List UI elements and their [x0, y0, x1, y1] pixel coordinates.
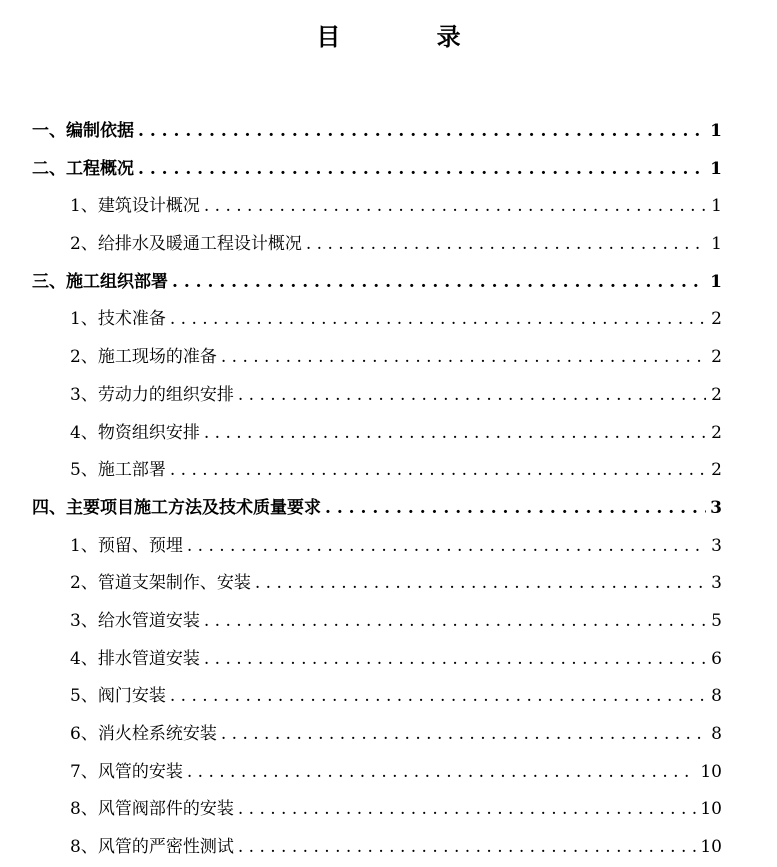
toc-page-number: 8 — [711, 724, 722, 744]
toc-entry[interactable] — [32, 415, 722, 453]
toc-entry[interactable] — [32, 188, 722, 226]
toc-entry-text: 四、主要项目施工方法及技术质量要求 — [32, 497, 321, 518]
toc-page-number: 2 — [711, 460, 722, 481]
toc-page-number: 6 — [711, 648, 722, 669]
toc-page-number: 3 — [711, 573, 722, 594]
toc-entry[interactable] — [32, 151, 722, 189]
toc-entry-text: 2、管道支架制作、安装 — [70, 573, 251, 594]
toc-entry-text: 8、风管的严密性测试 — [70, 837, 234, 858]
toc-page-number: 10 — [700, 761, 722, 782]
dot-leader — [187, 754, 697, 792]
toc-entry-text: 1、预留、预埋 — [70, 535, 183, 556]
toc-page-number: 1 — [710, 158, 722, 179]
toc-entry[interactable] — [32, 641, 722, 679]
toc-entry[interactable] — [32, 264, 722, 302]
dot-leader — [204, 603, 706, 641]
dot-leader — [238, 829, 697, 867]
toc-entry-text: 1、技术准备 — [70, 309, 166, 330]
toc-entry-text: 7、风管的安装 — [70, 761, 183, 782]
dot-leader — [325, 490, 706, 528]
toc-page-number: 1 — [711, 234, 722, 255]
toc-entry-text: 2、施工现场的准备 — [70, 347, 217, 368]
toc-entry[interactable] — [32, 226, 722, 264]
dot-leader — [221, 339, 706, 377]
page-title: 目 录 — [316, 22, 505, 51]
toc-entry[interactable] — [32, 754, 722, 792]
toc-entry-text: 三、施工组织部署 — [32, 271, 168, 292]
dot-leader — [221, 716, 706, 754]
toc-page-number: 10 — [700, 837, 722, 858]
toc-entry-text: 6、消火栓系统安装 — [70, 724, 217, 744]
toc-entry[interactable] — [32, 339, 722, 377]
toc-entry[interactable] — [32, 490, 722, 528]
toc-entry[interactable] — [32, 716, 722, 754]
toc-page-number: 3 — [710, 497, 722, 518]
toc-entry[interactable] — [32, 452, 722, 490]
toc-page-number: 2 — [711, 309, 722, 330]
dot-leader — [238, 377, 706, 415]
toc-entry-text: 1、建筑设计概况 — [70, 196, 200, 217]
toc-entry-text: 4、排水管道安装 — [70, 648, 200, 669]
toc-entry[interactable] — [32, 603, 722, 641]
toc-entry[interactable] — [32, 113, 722, 151]
toc-entry-text: 一、编制依据 — [32, 121, 134, 141]
toc-entry-text: 8、风管阀部件的安装 — [70, 799, 234, 820]
toc-entry[interactable] — [32, 829, 722, 867]
toc-entry-text: 5、阀门安装 — [70, 686, 166, 707]
dot-leader — [138, 151, 706, 189]
toc-entry-text: 3、劳动力的组织安排 — [70, 384, 234, 405]
toc-entry[interactable] — [32, 565, 722, 603]
dot-leader — [255, 565, 706, 603]
dot-leader — [170, 678, 706, 716]
dot-leader — [170, 301, 706, 339]
toc-entry-text: 2、给排水及暖通工程设计概况 — [70, 234, 302, 255]
dot-leader — [187, 528, 706, 566]
table-of-contents — [32, 113, 722, 867]
dot-leader — [170, 452, 706, 490]
toc-page-number: 1 — [710, 121, 722, 141]
toc-entry-text: 5、施工部署 — [70, 460, 166, 481]
dot-leader — [204, 415, 706, 453]
toc-entry[interactable] — [32, 301, 722, 339]
toc-page-number: 5 — [711, 610, 722, 631]
dot-leader — [138, 113, 706, 151]
toc-page-number: 1 — [711, 196, 722, 217]
toc-entry[interactable] — [32, 528, 722, 566]
dot-leader — [238, 791, 697, 829]
toc-entry-text: 4、物资组织安排 — [70, 422, 200, 443]
dot-leader — [204, 641, 706, 679]
toc-page-number: 10 — [700, 799, 722, 820]
dot-leader — [306, 226, 706, 264]
toc-page-number: 8 — [711, 686, 722, 707]
toc-entry[interactable] — [32, 678, 722, 716]
toc-entry[interactable] — [32, 791, 722, 829]
toc-page-number: 2 — [711, 347, 722, 368]
toc-page-number: 2 — [711, 422, 722, 443]
toc-entry[interactable] — [32, 377, 722, 415]
dot-leader — [204, 188, 706, 226]
dot-leader — [172, 264, 706, 302]
toc-page-number: 2 — [711, 384, 722, 405]
toc-page-number: 1 — [710, 271, 722, 292]
toc-entry-text: 3、给水管道安装 — [70, 610, 200, 631]
toc-entry-text: 二、工程概况 — [32, 158, 134, 179]
toc-page-number: 3 — [711, 535, 722, 556]
